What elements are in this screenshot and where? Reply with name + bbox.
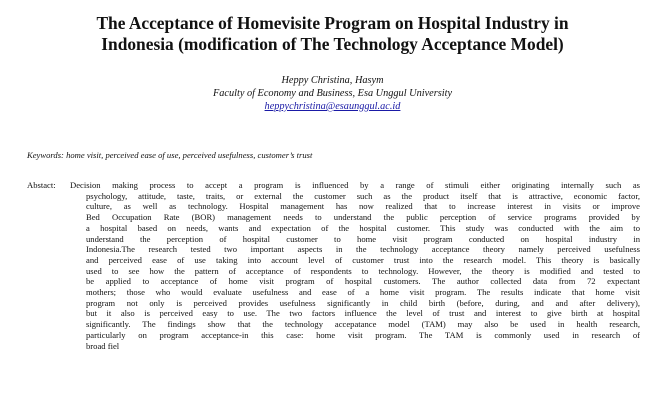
abstract-line: culture, as well as technology. Hospital management has now realized that to increase interest in visits or improve: [86, 201, 640, 212]
abstract-line: Indonesia.The research tested two important aspects in the technology acceptance theory namely perceived usefulness: [86, 244, 640, 255]
title-line-1: The Acceptance of Homevisite Program on Hospital Industry in: [96, 13, 569, 33]
author-email-link[interactable]: heppychristina@esaunggul.ac.id: [264, 101, 401, 112]
author-names: Heppy Christina, Hasym: [281, 75, 384, 86]
abstract-body: [70, 180, 640, 351]
abstract-line: Decision making process to accept a program is influenced by a range of stimuli either originating internally such as: [70, 180, 640, 190]
abstract-line: used to see how the pattern of acceptance of respondents to technology. However, the theory is modified and tested to: [86, 265, 640, 276]
abstract-line: a hospital based on needs, wants and expectation of the hospital customer. This study was conducted with the aim to: [86, 222, 640, 233]
abstract-line: and perceived ease of use taking into account level of customer trust into the research model. This theory is basically: [86, 254, 640, 265]
title-line-2: Indonesia (modification of The Technology Acceptance Model): [101, 34, 564, 54]
abstract-label: Abstact:: [27, 180, 56, 190]
keywords: Keywords: home visit, perceived ease of use, perceived usefulness, customer’s trust: [27, 150, 313, 160]
author-affiliation: Faculty of Economy and Business, Esa Unggul University: [212, 88, 453, 99]
abstract-line: program not only is perceived provides usefulness significantly in child birth (before, during, and and after delivery),: [86, 297, 640, 308]
abstract-line: significantly. The findings show that the technology accepatance model (TAM) may also be used in health research,: [86, 319, 640, 330]
abstract-line: Bed Occupation Rate (BOR) management needs to understand the public perception of service programs provided by: [86, 212, 640, 223]
abstract-line: understand the perception of hospital customer to home visit program conducted on hospital industry in: [86, 233, 640, 244]
abstract-line: psychology, attitude, taste, traits, or external the customer such as the product itself that is attractive, economic factor,: [86, 190, 640, 201]
abstract-line: broad fiel: [86, 340, 120, 351]
author-block: [0, 74, 665, 113]
abstract-line: mothers; those who would evaluate usefulness and ease of a home visit program. The results indicate that home visit: [86, 287, 640, 298]
abstract-line: particularly on program acceptance-in this case: home visit program. The TAM is commonly used in research of: [86, 329, 640, 340]
abstract-line: be applied to acceptance of home visit program of hospital customers. The author collected data from 72 expectant: [86, 276, 640, 287]
abstract-line: but it also is perceived easy to use. The two factors influence the level of trust and interest to give birth at hospital: [86, 308, 640, 319]
paper-title: [40, 13, 625, 55]
